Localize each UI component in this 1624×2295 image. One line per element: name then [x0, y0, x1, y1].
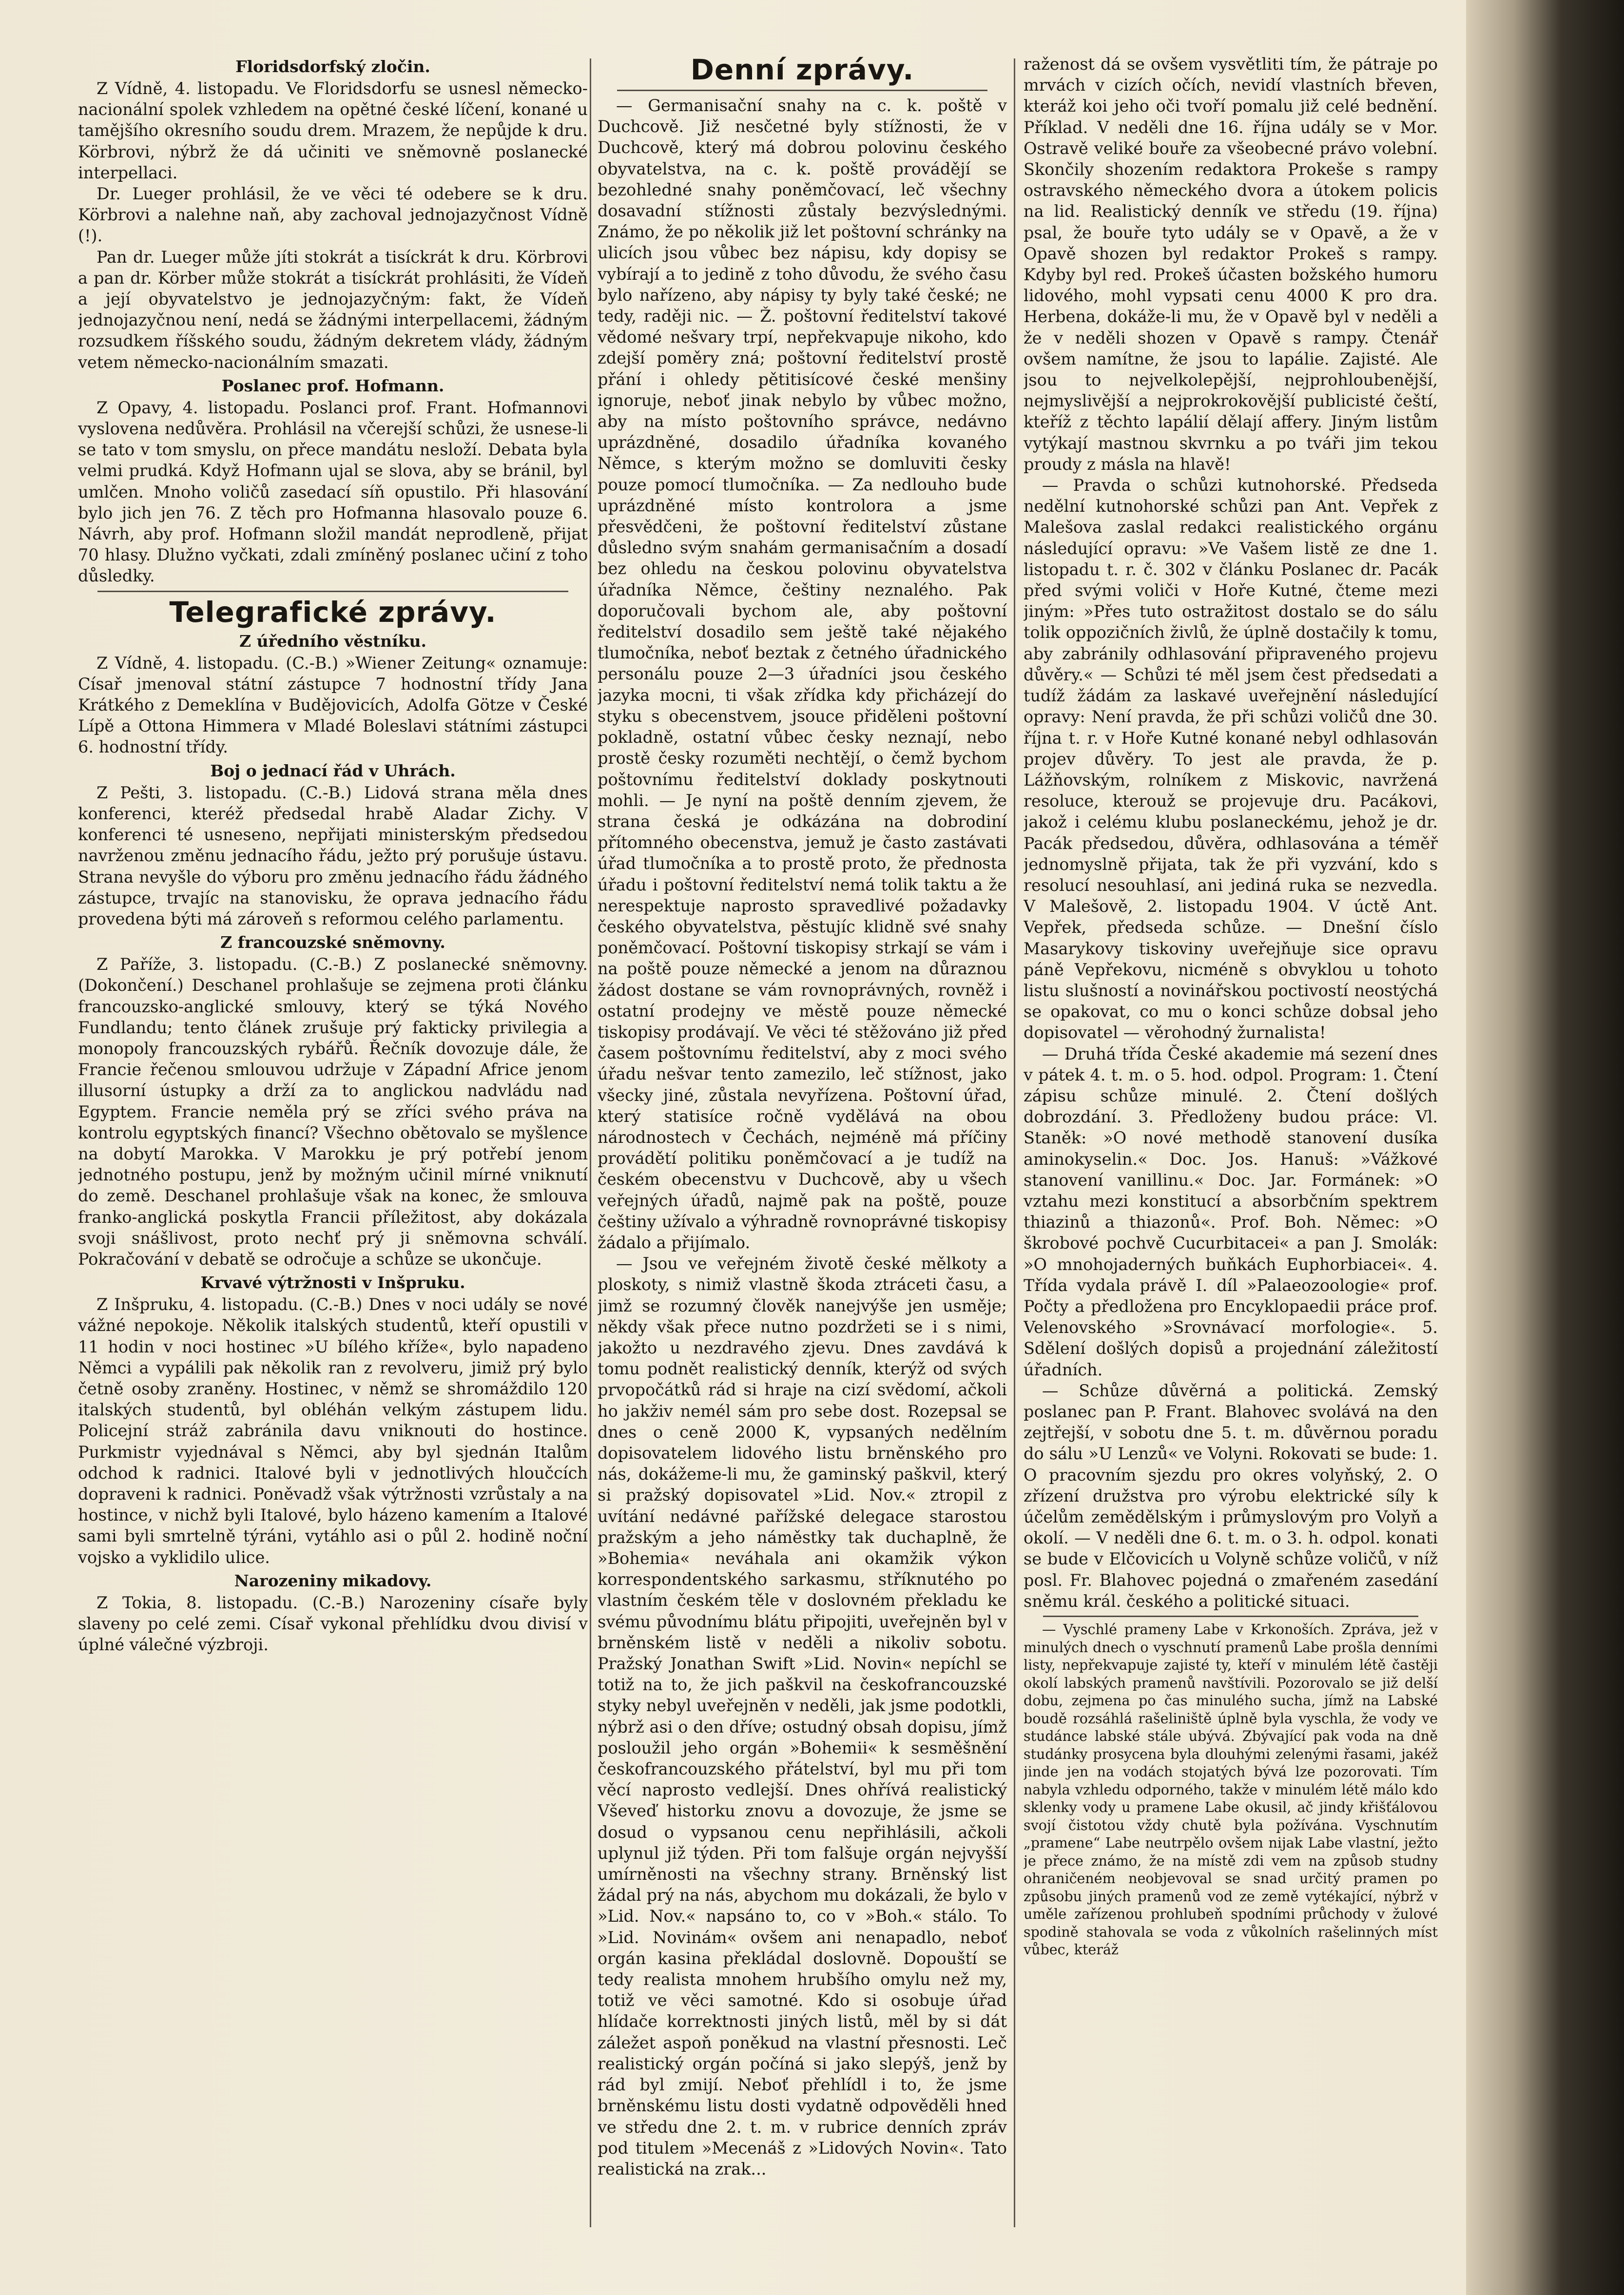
article-paragraph: — Vyschlé prameny Labe v Krkonoších. Zpráva, jež v minulých dnech o vyschnutí pramenů Labe prošla denními listy, nepřekvapuje zajisté ty, kteří v minulém létě častěji okolí labských pramenů navštívili. Pozorovalo se již delší dobu, zejmena po čas minulého sucha, jímž na Labské boudě rozsáhlá rašeliniště úplně byla vyschla, že vody ve studánce labské stále ubývá. Zbývající pak voda na dně studánky prosycena byla dlouhými zelenými řasami, jakéž jinde jen na vodách stojatých bývá lze pozorovati. Tím nabyla vzhledu odporného, takže v minulém létě málo kdo sklenky vody u pramene Labe okusil, ač jindy křišťálovou svojí čistotou vždy chutě byla požívána. Vyschnutím „pramene“ Labe neutrpělo ovšem nijak Labe vlastní, ježto je přece známo, že na místě zdi vem na způsob studny ohraničeném neobjevoval se snad určitý pramen po způsobu jiných pramenů vod ze země vytékající, nýbrž v uměle zařízenou prohlubeň spodními průchody v žulové spodině stahovala se voda z vůkolních rašelinných míst vůbec, kteráž	[1024, 1621, 1438, 1958]
article-paragraph: Z Paříže, 3. listopadu. (C.-B.) Z poslanecké sněmovny. (Dokončení.) Deschanel prohlašuje se zejmena proti článku francouzsko-anglické smlouvy, který se týká Nového Fundlandu; tento článek zrušuje prý fakticky privilegia a monopoly francouzských rybářů. Řečník dovozuje dále, že Francie řečenou smlouvou udržuje v Západní Africe jenom illusorní ústupky a drží za to anglickou nadvládu nad Egyptem. Francie neměla prý se zříci svého práva na kontrolu egyptských financí? Všechno obětovalo se myšlence na dobytí Marokka. V Marokku je prý potřebí jenom jednotného postupu, jenž by možným učinil mírné vniknutí do země. Deschanel prohlašuje však na konec, že smlouva franko-anglická poskytla Francii příležitost, aby dokázala svoji snášlivost, proto nechť prý ji sněmovna schválí. Pokračování v debatě se odročuje a schůze se ukončuje.	[78, 955, 588, 1269]
page-binding-edge	[1466, 0, 1624, 2295]
article-heading: Poslanec prof. Hofmann.	[221, 376, 445, 395]
article-heading: Boj o jednací řád v Uhrách.	[210, 761, 456, 780]
column-right	[1024, 54, 1438, 2276]
article-heading: Narozeniny mikadovy.	[234, 1571, 432, 1590]
article-paragraph: Pan dr. Lueger může jíti stokrát a tisíckrát k dru. Körbrovi a pan dr. Körber může stokrát a tisíckrát prohlásiti, že Vídeň a její obyvatelstvo je jednojazyčným: fakt, že Vídeň jednojazyčnou není, nedá se žádnými interpellacemi, žádným rozsudkem říšského soudu, žádným dekretem vlády, žádným vetem německo-nacionálním smazati.	[78, 247, 588, 372]
article-paragraph: Z Opavy, 4. listopadu. Poslanci prof. Frant. Hofmannovi vyslovena nedůvěra. Prohlásil na včerejší schůzi, že usnese-li se tato v tom smyslu, on přece mandátu nesloží. Debata byla velmi prudká. Když Hofmann ujal se slova, aby se bránil, byl umlčen. Mnoho voličů zasedací síň opustilo. Při hlasování bylo jich jen 76. Z těch pro Hofmanna hlasovalo pouze 6. Návrh, aby prof. Hofmann složil mandát neprodleně, přijat 70 hlasy. Dlužno vyčkati, zdali zmíněný poslanec učiní z toho důsledky.	[78, 398, 588, 586]
article-paragraph: — Germanisační snahy na c. k. poště v Duchcově. Již nesčetné byly stížnosti, že v Duchcově, který má dobrou polovinu českého obyvatelstva, na c. k. poště provádějí se bezohledné snahy poněmčovací, leč všechny dosavadní stížnosti zůstaly bezvýslednými. Známo, že po několik již let poštovní schránky na ulicích jsou vůbec bez nápisu, kdy dopisy se vybírají a to jedině z toho důvodu, že svého času bylo nařízeno, aby nápisy ty byly také české; ne tedy, raději nic. — Ž. poštovní ředitelství takové vědomé nešvary trpí, nepřekvapuje nikoho, kdo zdejší poměry zná; poštovní ředitelství prostě přání i ohledy pětitisícové české menšiny ignoruje, neboť jinak nebylo by vůbec možno, aby na místo poštovního správce, nedávno uprázdněné, dosadilo úřadníka kovaného Němce, s kterým možno se domluviti česky pouze pomocí tlumočníka. — Za nedlouho bude uprázdněné místo kontrolora a jsme přesvědčeni, že poštovní ředitelství zůstane důsledno svým snahám germanisačním a dosadí bez ohledu na českou polovinu obyvatelstva úřadníka Němce, češtiny neznalého. Pak doporučovali bychom ale, aby poštovní ředitelství dosadilo sem ještě také nějakého tlumočníka, neboť beztak z četného úřadnického personálu pouze 2—3 úřadníci jsou českého jazyka mocni, ti však zřídka kdy přicházejí do styku s obecenstvem, jsouce přiděleni poštovní pokladně, ostatní vůbec česky neznají, nebo prostě česky rozuměti nechtějí, o čemž bychom poštovnímu ředitelství doklady poskytnouti mohli. — Je nyní na poště denním zjevem, že strana česká je odkázána na dobrodiní přítomného obecenstva, jemuž je často zastávati úřad tlumočníka a to prostě proto, že přednosta úřadu i poštovní ředitelství nemá tolik taktu a že nerespektuje naprosto spravedlivé požadavky českého obyvatelstva, pěstujíc klidně své snahy poněmčovací. Poštovní tiskopisy strkají se vám i na poště pouze německé a jenom na důraznou žádost dostane se vám rovnoprávných, rovněž i ostatní prodejny ve městě pouze německé tiskopisy prodávají. Ve věci té stěžováno již před časem poštovnímu ředitelství, aby z moci svého úřadu nešvar tento zamezilo, leč stížnost, jako všecky jiné, zůstala nevyřízena. Poštovní úřad, který statisíce ročně vydělává na obou národnostech v Čechách, nejméně má příčiny provádětí politiku poněmčovací a je tudíž na českém obecenstvu v Duchcově, aby u všech veřejných úřadů, najmě pak na poště, pouze češtiny užívalo a výhradně rovnoprávné tiskopisy žádalo a přijímalo.	[598, 96, 1007, 1252]
column-rule	[1014, 58, 1015, 2227]
article-paragraph: Z Tokia, 8. listopadu. (C.-B.) Narozeniny císaře byly slaveny po celé zemi. Císař vykonal přehlídku dvou divisí v úplné válečné výzbroji.	[78, 1593, 588, 1655]
section-divider	[1043, 1616, 1418, 1617]
article-paragraph: Z Inšpruku, 4. listopadu. (C.-B.) Dnes v noci udály se nové vážné nepokoje. Několik italských studentů, kteří opustili v 11 hodin v noci hostinec »U bílého kříže«, bylo napadeno Němci a vypálili pak několik ran z revolveru, jimiž prý bylo četně osoby zraněny. Hostinec, v němž se shromáždilo 120 italských studentů, byl obléhán velkým zástupem lidu. Policejní stráž zabránila davu vniknouti do hostince. Purkmistr vyjednával s Němci, aby byl sjednán Italům odchod k radnici. Italové byli v jednotlivých hloučcích dopraveni k radnici. Poněvadž však výtržnosti vzrůstaly a na hostince, v nichž byli Italové, bylo házeno kamením a Italové sami byli smrtelně týráni, vytáhlo asi o půl 2. hodině noční vojsko a vyklidilo ulice.	[78, 1295, 588, 1567]
section-title: Telegrafické zprávy.	[169, 595, 497, 629]
article-paragraph: — Pravda o schůzi kutnohorské. Předseda nedělní kutnohorské schůzi pan Ant. Vepřek z Malešova zaslal redakci realistického orgánu následující opravu: »Ve Vašem listě ze dne 1. listopadu t. r. č. 302 v článku Poslanec dr. Pacák před svými voliči v Hoře Kutné, čteme mezi jiným: »Přes tuto ostražitost dostalo se do sálu tolik oppozičních živlů, že úplně dostačily k tomu, aby zabránily odhlasování připraveného projevu důvěry.« — Schůzi té měl jsem čest předsedati a tudíž žádám za laskavé uveřejnění následující opravy: Není pravda, že při schůzi voličů dne 30. října t. r. v Hoře Kutné konané nebyl odhlasován projev důvěry. To jest ale pravda, že p. Lážňovským, rolníkem z Miskovic, navržená resoluce, kterouž se projevuje dru. Pacákovi, jakož i celému klubu poslaneckému, jehož je dr. Pacák předsedou, důvěra, odhlasována a téměř jednomyslně přijata, tak že při vyzvání, kdo s resolucí nesouhlasí, ani jediná ruka se nezvedla. V Malešově, 2. listopadu 1904. V úctě Ant. Vepřek, předseda schůze. — Dnešní číslo Masarykovy tiskoviny uveřejňuje sice opravu páně Vepřekovu, nicméně s obvyklou u tohoto listu slušností a novinářskou poctivostí neostýchá se opakovat, co mu o konci schůze dobsal jeho dopisovatel — věrohodný žurnalista!	[1024, 476, 1438, 1042]
column-middle	[598, 54, 1007, 2276]
article-paragraph: Z Vídně, 4. listopadu. (C.-B.) »Wiener Zeitung« oznamuje: Císař jmenoval státní zástupce 7 hodnostní třídy Jana Krátkého z Demeklína v Budějovicích, Adolfa Götze v České Lípě a Ottona Himmera v Mladé Boleslavi státními zástupci 6. hodnostní třídy.	[78, 653, 588, 757]
article-paragraph: — Schůze důvěrná a politická. Zemský poslanec pan P. Frant. Blahovec svolává na den zejtřejší, v sobotu dne 5. t. m. důvěrnou poradu do sálu »U Lenzů« ve Volyni. Rokovati se bude: 1. O pracovním sjezdu pro okres volyňský, 2. O zřízení družstva pro výrobu elektrické síly k účelům zemědělským i průmyslovým pro Volyň a okolí. — V neděli dne 6. t. m. o 3. h. odpol. konati se bude v Elčovicích u Volyně schůze voličů, v níž posl. Fr. Blahovec pojedná o zmařeném zasedání sněmu král. českého a politické situaci.	[1024, 1381, 1438, 1611]
article-heading: Krvavé výtržnosti v Inšpruku.	[200, 1273, 465, 1292]
section-divider	[97, 591, 568, 592]
section-divider	[617, 90, 987, 91]
column-rule	[590, 58, 591, 2227]
article-paragraph: Z Pešti, 3. listopadu. (C.-B.) Lidová strana měla dnes konferenci, kteréž předsedal hrabě Aladar Zichy. V konferenci té usneseno, nepřijati ministerským předsedou navrženou změnu jednacího řádu, ježto prý porušuje ústavu. Strana nevyšle do výboru pro změnu jednacího řádu žádného zástupce, trvajíc na stanovisku, že oprava jednacího řádu provedena býti má zároveň s reformou celého parlamentu.	[78, 783, 588, 928]
section-title: Denní zprávy.	[690, 54, 914, 86]
article-heading: Z úředního věstníku.	[239, 631, 426, 651]
article-paragraph: Dr. Lueger prohlásil, že ve věci té odebere se k dru. Körbrovi a nalehne naň, aby zachoval jednojazyčnost Vídně (!).	[78, 184, 588, 246]
article-heading: Floridsdorfský zločin.	[235, 57, 430, 76]
article-paragraph: — Druhá třída České akademie má sezení dnes v pátek 4. t. m. o 5. hod. odpol. Program: 1. Čtení zápisu schůze minulé. 2. Čtení došlých dobrozdání. 3. Předloženy budou práce: Vl. Staněk: »O nové methodě stanovení dusíka aminokyselin.« Doc. Jos. Hanuš: »Vážkové stanovení vanillinu.« Doc. Jar. Formánek: »O vztahu mezi konstitucí a absorbčním spektrem thiazinů a thiazonů«. Prof. Boh. Němec: »O škrobové pochvě Cucurbitacei« a pan J. Smolák: »O mnohojaderných buňkách Euphorbiacei«. 4. Třída vydala právě I. díl »Palaeozoologie« prof. Počty a předložena pro Encyklopaedii práce prof. Velenovského »Srovnávací morfologie«. 5. Sdělení došlých dopisů a projednání záležitostí úřadních.	[1024, 1044, 1438, 1379]
article-paragraph: Z Vídně, 4. listopadu. Ve Floridsdorfu se usnesl německo-nacionální spolek vzhledem na opětné české líčení, konané u tamějšího okresního soudu drem. Mrazem, že nepůjde k dru. Körbrovi, nýbrž že dá učiniti ve sněmovně poslanecké interpellaci.	[78, 79, 588, 182]
article-paragraph: raženost dá se ovšem vysvětliti tím, že pátraje po mrvách v cizích očích, nevidí vlastních břeven, kteráž koi jeho oči tvoří pomalu již celé bednění. Příklad. V neděli dne 16. října udály se v Mor. Ostravě veliké bouře za všeobecné právo volební. Skončily shozením redaktora Prokeše s rampy ostravského německého dvora a útokem policis na lid. Realistický denník ve středu (19. října) psal, že bouře tyto udály se v Opavě, a že v Opavě shozen byl redaktor Prokeš s rampy. Kdyby byl red. Prokeš účasten božského humoru lidového, mohl vypsati cenu 4000 K pro dra. Herbena, dokáže-li mu, že v Opavě byl v neděli a že v neděli shozen v Opavě s rampy. Čtenář ovšem namítne, že jsou to lapálie. Zajisté. Ale jsou to nejvelkolepější, nejprohloubenější, nejmyslivější a nejprokrokovější publicisté čeští, kteříž z těchto lapálií dělají affery. Jiným listům vytýkají mastnou skvrnku a po tváři jim tekou proudy z másla na hlavě!	[1024, 55, 1438, 474]
article-paragraph: — Jsou ve veřejném životě české mělkoty a ploskoty, s nimiž vlastně škoda ztráceti času, a jimž se rozumný člověk nanejvýše jen usměje; někdy však přece nutno pozdržeti se i s nimi, jakožto u nezdravého zjevu. Dnes zavdává k tomu podnět realistický denník, kterýž od svých prvopočátků rád si hraje na cizí svědomí, ačkoli ho jakživ nemél sám pro sebe dost. Rozepsal se dnes o ceně 2000 K, vypsaných nedělním dopisovatelem lidového listu brněnského pro nás, dokážeme-li mu, že gaminský paškvil, který si pražský dopisovatel »Lid. Nov.« ztropil z uvítání nedávné pařížské delegace starostou pražským a jeho náměstky tak duchaplně, že »Bohemia« neváhala ani okamžik výkon korrespondentského sarkasmu, stříknutého po vlastním českém těle v doslovném překladu ke svému původnímu blátu připojiti, uveřejněn byl v brněnském listě v neděli a nikoliv sobotu. Pražský Jonathan Swift »Lid. Novin« nepíchl se totiž na to, že jich paškvil na českofrancouzské styky nebyl uveřejněn v neděli, jak jsme podotkli, nýbrž asi o den dříve; ostudný obsah dopisu, jímž posloužil jeho orgán »Bohemii« k sesměšnění českofrancouzského přátelství, byl mu při tom věcí naprosto vedlejší. Dnes ohřívá realistický Vševeď historku znovu a dovozuje, že jsme se dosud o vypsanou cenu nepřihlásili, ačkoli uplynul již týden. Při tom falšuje orgán nejvyšší umírněnosti na všechny strany. Brněnský list žádal prý na nás, abychom mu dokázali, že bylo v »Lid. Nov.« napsáno to, co v »Boh.« stálo. To »Lid. Novinám« ovšem ani nenapadlo, neboť orgán kasina překládal doslovně. Dopouští se tedy realista mnohem hrubšího omylu než my, totiž ve věci samotné. Kdo si osobuje úřad hlídače korrektnosti jiných listů, měl by si dát záležet aspoň poněkud na vlastní přesnosti. Leč realistický orgán počíná si jako slepýš, jenž by rád byl zmijí. Neboť přehlídl i to, že jsme brněnskému listu dosti vydatně odpověděli hned ve středu dne 2. t. m. v rubrice denních zpráv pod titulem »Mecenáš z »Lidových Novin«. Tato realistická na zrak...	[598, 1254, 1007, 2179]
article-heading: Z francouzské sněmovny.	[220, 933, 445, 952]
column-left	[78, 54, 588, 2276]
